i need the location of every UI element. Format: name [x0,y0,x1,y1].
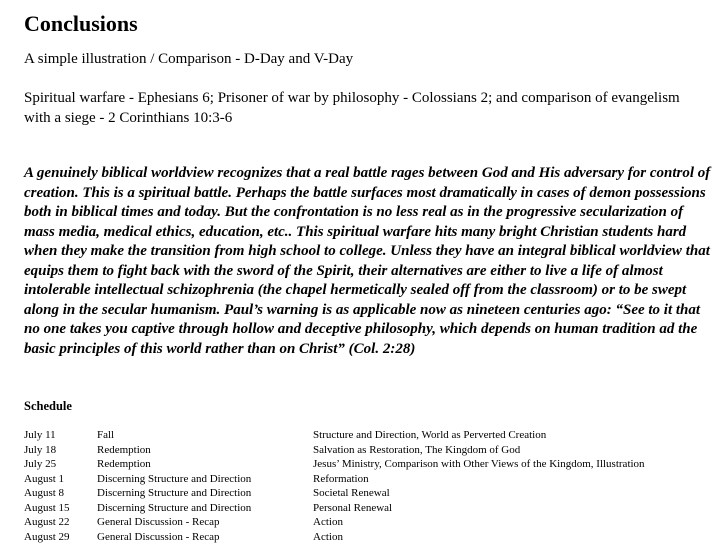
schedule-date: August 15 [24,501,70,516]
schedule-topic: Fall [97,428,114,443]
schedule-topic: Redemption [97,443,151,458]
schedule-date: August 1 [24,472,64,487]
schedule-detail: Societal Renewal [313,486,390,501]
schedule-detail: Reformation [313,472,369,487]
scripture-references: Spiritual warfare - Ephesians 6; Prisoner of war by philosophy - Colossians 2; and comparison of evangelism with a siege - 2 Corinthians 10:3-6 [24,88,684,128]
schedule-topic: Discerning Structure and Direction [97,486,251,501]
worldview-quote: A genuinely biblical worldview recognizes that a real battle rages between God and His adversary for control of creation. This is a spiritual battle. Perhaps the battle surfaces most dramatically in cases of demon possessions both in biblical times and today. But the confrontation is no less real as in the progressive secularization of mass media, medical ethics, education, etc.. This spiritual warfare hits many bright Christian students hard when they make the transition from high school to college. Unless they have an integral biblical worldview that equips them to fight back with the sword of the Spirit, their alternatives are either to live a life of almost intolerable intellectual schizophrenia (the chapel hermetically sealed off from the classroom) or to be swept along in the secular humanism. Paul’s warning is as applicable now as nineteen centuries ago: “See to it that no one takes you captive through hollow and deceptive philosophy, which depends on human tradition ad the basic principles of this world rather than on Christ” (Col. 2:28) [24,164,714,359]
schedule-detail: Action [313,530,343,544]
schedule-detail: Structure and Direction, World as Perverted Creation [313,428,546,443]
subtitle: A simple illustration / Comparison - D-Day and V-Day [24,49,353,69]
schedule-topic: Redemption [97,457,151,472]
schedule-topic: General Discussion - Recap [97,515,220,530]
schedule-date: August 22 [24,515,70,530]
schedule-topic: General Discussion - Recap [97,530,220,544]
schedule-detail: Personal Renewal [313,501,392,516]
schedule-date: August 29 [24,530,70,544]
page-title: Conclusions [24,10,138,38]
schedule-date: July 18 [24,443,56,458]
schedule-date: July 25 [24,457,56,472]
schedule-detail: Salvation as Restoration, The Kingdom of God [313,443,520,458]
schedule-heading: Schedule [24,398,72,414]
schedule-date: July 11 [24,428,56,443]
schedule-topic: Discerning Structure and Direction [97,501,251,516]
schedule-date: August 8 [24,486,64,501]
schedule-topic: Discerning Structure and Direction [97,472,251,487]
schedule-detail: Jesus’ Ministry, Comparison with Other Views of the Kingdom, Illustration [313,457,645,472]
schedule-detail: Action [313,515,343,530]
